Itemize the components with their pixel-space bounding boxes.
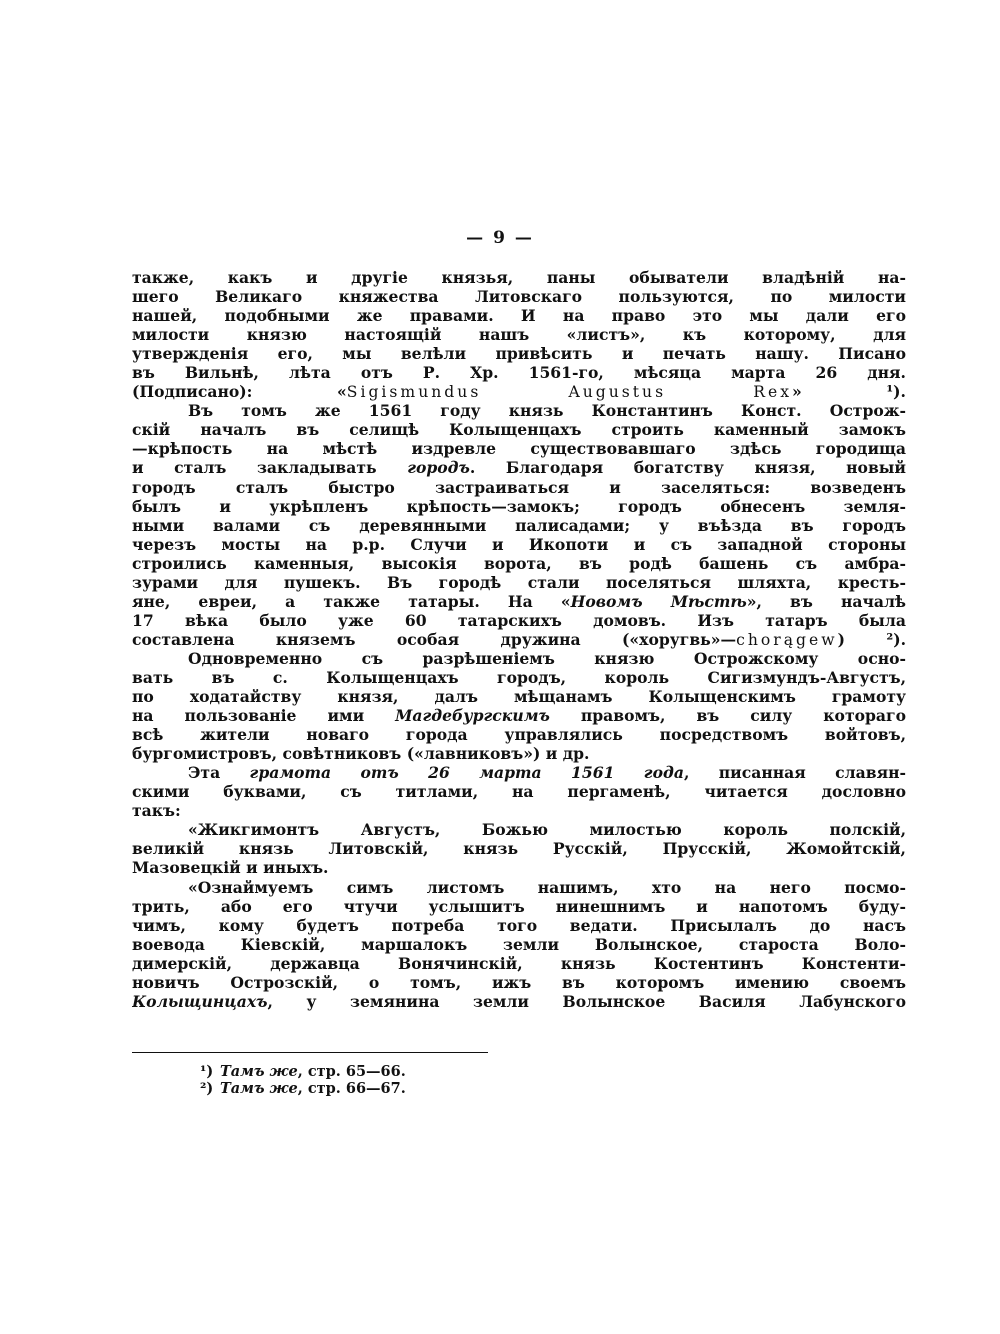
text-line: воевода Кіевскій, маршалокъ земли Волынское, староста Воло- bbox=[132, 934, 906, 954]
text-line bbox=[132, 382, 906, 401]
text-line: скій началъ въ селищѣ Колыщенцахъ строить каменный замокъ bbox=[132, 420, 906, 440]
text-segment: ) ²). bbox=[837, 629, 906, 649]
text-line: Одновременно съ разрѣшеніемъ князю Острожскому осно- bbox=[188, 648, 906, 668]
emphasis-segment: Sigismundus Augustus Rex bbox=[346, 383, 792, 402]
text-line: Мазовецкій и иныхъ. bbox=[132, 858, 329, 878]
text-line: «Ознаймуемъ симъ листомъ нашимъ, хто на него посмо- bbox=[188, 877, 906, 897]
text-line: былъ и укрѣпленъ крѣпость—замокъ; городъ обнесенъ земля- bbox=[132, 496, 906, 516]
text-line: зурами для пушекъ. Въ городѣ стали поселяться шляхта, кресть- bbox=[132, 572, 906, 592]
emphasis-segment: городъ bbox=[407, 458, 470, 478]
text-line: трить, або его чтучи услышитъ нинешнимъ и напотомъ буду- bbox=[132, 896, 906, 916]
text-line bbox=[132, 458, 906, 477]
footnote-mark: ²) bbox=[200, 1080, 214, 1097]
emphasis-segment: грамота отъ 26 марта 1561 года bbox=[249, 763, 684, 783]
text-line: утвержденія его, мы велѣли привѣсить и печать нашу. Писано bbox=[132, 344, 906, 364]
text-line: милости князю настоящій нашъ «листъ», къ которому, для bbox=[132, 325, 906, 345]
text-segment: . Благодаря богатству князя, новый bbox=[469, 458, 906, 478]
footnote-source: Тамъ же bbox=[220, 1063, 298, 1080]
text-line: строились каменныя, высокія ворота, въ родѣ башень съ амбра- bbox=[132, 553, 906, 573]
text-line: вать въ с. Колыщенцахъ городъ, король Сигизмундъ-Августъ, bbox=[132, 667, 906, 687]
text-line: бургомистровъ, совѣтниковъ («лавниковъ») и др. bbox=[132, 744, 590, 764]
text-segment: составлена княземъ особая дружина («хоругвь»— bbox=[132, 629, 737, 649]
text-line: скими буквами, съ титлами, на пергаменѣ, читается дословно bbox=[132, 782, 906, 802]
text-line: великій князь Литовскій, князь Русскій, Прусскій, Жомойтскій, bbox=[132, 839, 906, 859]
footnote-2 bbox=[200, 1080, 406, 1097]
text-segment: (Подписано): « bbox=[132, 382, 347, 402]
page-number: — 9 — bbox=[466, 228, 534, 248]
text-segment: , писанная славян- bbox=[683, 763, 906, 783]
text-line: димерскій, державца Вонячинскій, князь Костентинъ Констенти- bbox=[132, 953, 906, 973]
text-line bbox=[132, 592, 906, 611]
text-line: такъ: bbox=[132, 801, 181, 821]
emphasis-segment: Магдебургскимъ bbox=[395, 706, 550, 726]
text-line bbox=[132, 763, 906, 782]
text-line: черезъ мосты на р.р. Случи и Икопоти и съ западной стороны bbox=[132, 534, 906, 554]
text-line bbox=[132, 992, 906, 1011]
text-line: всѣ жители новаго города управлялись посредствомъ войтовъ, bbox=[132, 725, 906, 745]
emphasis-segment: Колыщинцахъ bbox=[132, 991, 268, 1011]
footnote-divider bbox=[132, 1052, 488, 1053]
text-line: чимъ, кому будетъ потреба того ведати. Присылалъ до насъ bbox=[132, 915, 906, 935]
text-line: нашей, подобными же правами. И на право это мы дали его bbox=[132, 306, 906, 326]
text-segment: и сталъ закладывать bbox=[132, 458, 408, 478]
text-segment: правомъ, въ силу котораго bbox=[549, 706, 906, 726]
text-line: новичъ Острозскій, о томъ, ижъ въ которомъ имению своемъ bbox=[132, 972, 906, 992]
text-line: также, какъ и другіе князья, паны обыватели владѣній на- bbox=[132, 268, 906, 287]
text-line: въ Вильнѣ, лѣта отъ Р. Хр. 1561-го, мѣсяца марта 26 дня. bbox=[132, 363, 906, 383]
text-line: 17 вѣка было уже 60 татарскихъ домовъ. Изъ татаръ была bbox=[132, 610, 906, 630]
text-line: ными валами съ деревянными палисадами; у въѣзда въ городъ bbox=[132, 515, 906, 535]
text-line bbox=[132, 630, 906, 649]
text-line: шего Великаго княжества Литовскаго пользуются, по милости bbox=[132, 287, 906, 307]
text-segment: яне, евреи, а также татары. На « bbox=[132, 591, 571, 611]
footnote-reference: , стр. 66—67. bbox=[297, 1080, 406, 1097]
text-segment: , у земянина земли Волынское Василя Лабунского bbox=[267, 991, 906, 1011]
footnote-mark: ¹) bbox=[200, 1063, 214, 1080]
body-text bbox=[132, 268, 906, 1011]
text-line: «Жикгимонтъ Августъ, Божью милостью король полскій, bbox=[188, 820, 906, 840]
text-line bbox=[132, 706, 906, 725]
text-segment: », въ началѣ bbox=[746, 591, 906, 611]
footnote-source: Тамъ же bbox=[220, 1080, 298, 1097]
text-line: по ходатайству князя, далъ мѣщанамъ Колыщенскимъ грамоту bbox=[132, 687, 906, 707]
emphasis-segment: Новомъ Мѣстѣ bbox=[570, 591, 747, 611]
footnote-reference: , стр. 65—66. bbox=[297, 1063, 406, 1080]
footnotes bbox=[200, 1063, 406, 1097]
text-segment: Эта bbox=[188, 763, 250, 783]
emphasis-segment: chorągew bbox=[736, 630, 838, 649]
footnote-1 bbox=[200, 1063, 406, 1080]
text-line: —крѣпость на мѣстѣ издревле существовавшаго здѣсь городища bbox=[132, 439, 906, 459]
text-segment: » ¹). bbox=[792, 382, 906, 402]
text-line: городъ сталъ быстро застраиваться и заселяться: возведенъ bbox=[132, 477, 906, 497]
text-segment: на пользованіе ими bbox=[132, 706, 396, 726]
text-line: Въ томъ же 1561 году князь Константинъ Конст. Острож- bbox=[188, 401, 906, 421]
